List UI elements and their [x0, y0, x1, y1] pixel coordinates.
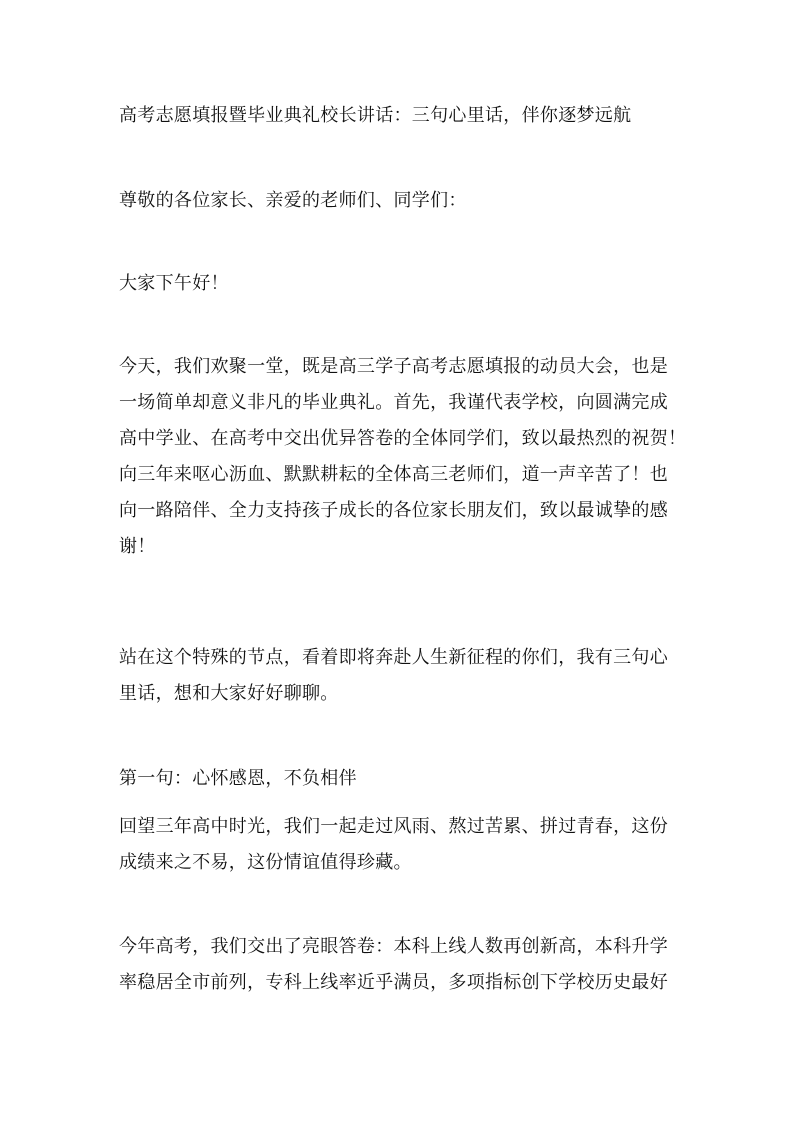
paragraph-line: 率稳居全市前列，专科上线率近乎满员，多项指标创下学校历史最好 [119, 972, 668, 993]
paragraph-line: 里话，想和大家好好聊聊。 [119, 683, 339, 704]
paragraph-line: 成绩来之不易，这份情谊值得珍藏。 [119, 852, 412, 873]
paragraph-line: 向一路陪伴、全力支持孩子成长的各位家长朋友们，致以最诚挚的感 [119, 500, 668, 521]
paragraph-line: 站在这个特殊的节点，看着即将奔赴人生新征程的你们，我有三句心 [119, 647, 668, 668]
paragraph-line: 回望三年高中时光，我们一起走过风雨、熬过苦累、拼过青春，这份 [119, 816, 668, 837]
paragraph-line: 一场简单却意义非凡的毕业典礼。首先，我谨代表学校，向圆满完成 [119, 392, 668, 413]
document-title: 高考志愿填报暨毕业典礼校长讲话：三句心里话，伴你逐梦远航 [119, 105, 632, 126]
greeting: 大家下午好！ [119, 273, 229, 294]
section-heading: 第一句：心怀感恩，不负相伴 [119, 768, 357, 789]
paragraph-line: 今天，我们欢聚一堂，既是高三学子高考志愿填报的动员大会，也是 [119, 356, 668, 377]
paragraph-line: 谢！ [119, 536, 156, 557]
paragraph-line: 今年高考，我们交出了亮眼答卷：本科上线人数再创新高，本科升学 [119, 936, 668, 957]
paragraph-line: 高中学业、在高考中交出优异答卷的全体同学们，致以最热烈的祝贺！ [119, 428, 687, 449]
paragraph-line: 向三年来呕心沥血、默默耕耘的全体高三老师们，道一声辛苦了！也 [119, 464, 668, 485]
salutation: 尊敬的各位家长、亲爱的老师们、同学们： [119, 190, 467, 211]
